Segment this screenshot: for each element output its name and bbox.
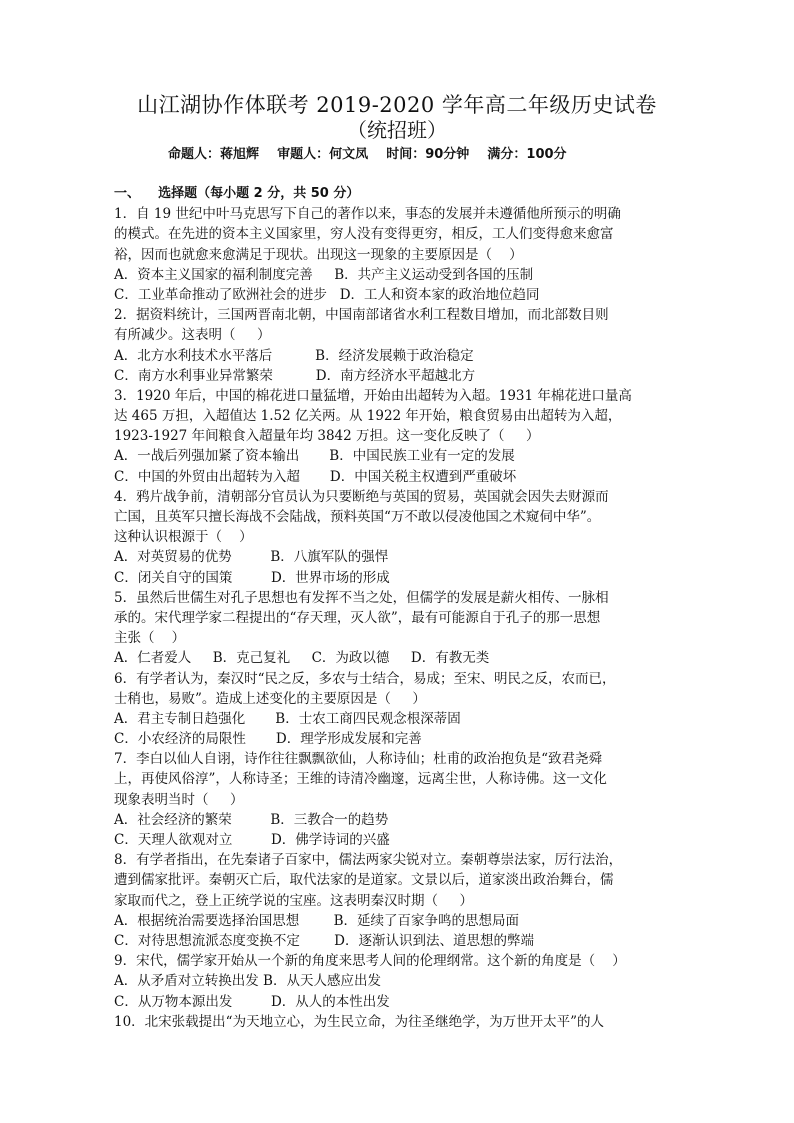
exam-meta: 命题人：蒋旭辉 审题人：何文凤 时间：90分钟 满分：100分 [168, 147, 567, 162]
question-line: 9．宋代，儒学家开始从一个新的角度来思考人间的伦理纲常。这个新的角度是（ ） [114, 953, 626, 970]
question-line: C．天理人欲观对立 D．佛学诗词的兴盛 [114, 832, 390, 848]
question-line: C．中国的外贸由出超转为入超 D．中国关税主权遭到严重破坏 [114, 468, 517, 485]
question-line: 遭到儒家批评。秦朝灭亡后，取代法家的是道家。文景以后，道家淡出政治舞台，儒 [114, 872, 614, 889]
question-line: 亡国，且英军只擅长海战不会陆战，预料英国“万不敢以侵凌他国之术窥伺中华”。 [114, 509, 601, 525]
question-line: A．根据统治需要选择治国思想 B．延续了百家争鸣的思想局面 [114, 912, 519, 929]
question-line: C．南方水利事业异常繁荣 D．南方经济水平超越北方 [114, 367, 476, 384]
question-line: 6．有学者认为，秦汉时“民之反，多农与士结合，易成；至宋、明民之反，农而已， [114, 670, 616, 687]
question-line: A．从矛盾对立转换出发 B．从天人感应出发 [114, 973, 381, 990]
question-line: 士稍也，易败”。造成上述变化的主要原因是（ ） [114, 690, 426, 707]
question-line: 上，再使风俗淳”，人称诗圣；王维的诗清冷幽邃，远离尘世，人称诗佛。这一文化 [114, 771, 607, 788]
question-line: A．君主专制日趋强化 B．士农工商四民观念根深蒂固 [114, 710, 461, 727]
question-line: A．仁者爱人 B．克己复礼 C．为政以德 D．有教无类 [114, 650, 490, 667]
question-line: 10．北宋张载提出“为天地立心，为生民立命，为往圣继绝学，为万世开太平”的人 [114, 1013, 604, 1030]
question-line: C．从万物本源出发 D．从人的本性出发 [114, 993, 390, 1010]
question-line: C．对待思想流派态度变换不定 D．逐渐认识到法、道思想的弊端 [114, 932, 534, 949]
exam-title: 山江湖协作体联考 2019-2020 学年高二年级历史试卷 [137, 93, 657, 117]
question-lines [114, 204, 686, 1032]
question-line: A．一战后列强加紧了资本输出 B．中国民族工业有一定的发展 [114, 448, 515, 465]
question-body [114, 184, 686, 1032]
question-line: C．工业革命推动了欧洲社会的进步 D．工人和资本家的政治地位趋同 [114, 286, 540, 303]
question-line: A．北方水利技术水平落后 B．经济发展赖于政治稳定 [114, 347, 474, 364]
question-line: 有所减少。这表明（ ） [114, 327, 271, 344]
question-line: A．社会经济的繁荣 B．三教合一的趋势 [114, 811, 389, 828]
section-heading: 一、 选择题（每小题 2 分，共 50 分） [114, 186, 360, 201]
question-line: 的模式。在先进的资本主义国家里，穷人没有变得更穷，相反，工人们变得愈来愈富 [114, 226, 614, 243]
question-line: 8．有学者指出，在先秦诸子百家中，儒法两家尖锐对立。秦朝尊崇法家，厉行法治， [114, 852, 623, 869]
question-line: 1923-1927 年间粮食入超量年均 3842 万担。这一变化反映了（ ） [114, 428, 540, 445]
question-line: 4．鸦片战争前，清朝部分官员认为只要断绝与英国的贸易，英国就会因失去财源而 [114, 488, 609, 505]
question-line: A．对英贸易的优势 B．八旗军队的强悍 [114, 549, 389, 566]
question-line: 承的。宋代理学家二程提出的“存天理，灭人欲”，最有可能源自于孔子的那一思想 [114, 609, 601, 626]
question-line: A．资本主义国家的福利制度完善 B．共产主义运动受到各国的压制 [114, 266, 534, 283]
question-line: 7．李白以仙人自诩，诗作往往飘飘欲仙，人称诗仙；杜甫的政治抱负是“致君尧舜 [114, 751, 602, 768]
question-line: 2．据资料统计，三国两晋南北朝，中国南部诸省水利工程数目增加，而北部数目则 [114, 307, 609, 324]
question-line: 1．自 19 世纪中叶马克思写下自己的著作以来，事态的发展并未遵循他所预示的明确 [114, 206, 621, 223]
question-line: 裕，因而也就愈来愈满足于现状。出现这一现象的主要原因是（ ） [114, 246, 523, 263]
question-line: C．小农经济的局限性 D．理学形成发展和完善 [114, 731, 422, 748]
question-line: 主张（ ） [114, 630, 186, 647]
question-line: 达 465 万担，入超值达 1.52 亿关两。从 1922 年开始，粮食贸易由出超转为入超， [114, 408, 622, 425]
question-line: 现象表明当时（ ） [114, 791, 244, 808]
question-line: 5．虽然后世儒生对孔子思想也有发挥不当之处，但儒学的发展是薪火相传、一脉相 [114, 589, 609, 606]
exam-subtitle: （统招班） [347, 118, 447, 142]
question-line: 3．1920 年后，中国的棉花进口量猛增，开始由出超转为入超。1931 年棉花进口量高 [114, 387, 632, 404]
question-line: C．闭关自守的国策 D．世界市场的形成 [114, 569, 390, 586]
question-line: 这种认识根源于（ ） [114, 529, 253, 546]
question-line: 家取而代之，登上正统学说的宝座。这表明秦汉时期（ ） [114, 892, 473, 909]
